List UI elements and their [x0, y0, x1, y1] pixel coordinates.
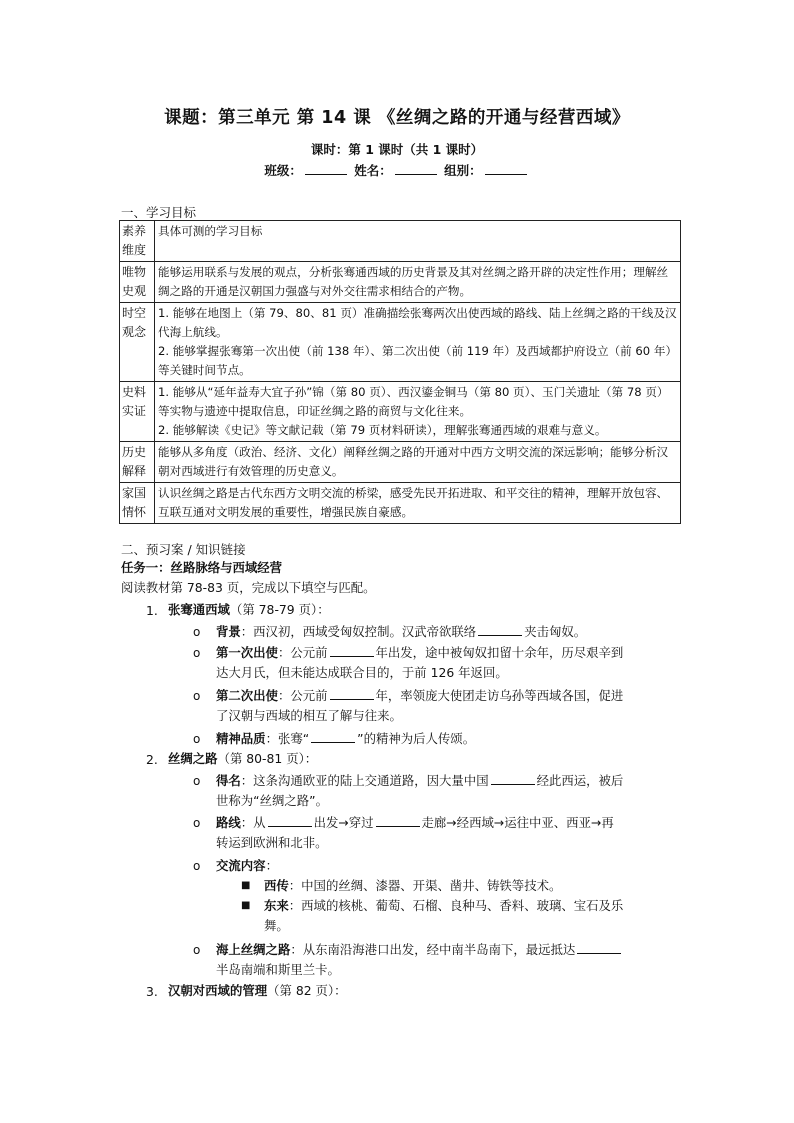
circle-bullet-icon: o [193, 816, 201, 830]
lesson-title: 课题：第三单元 第 14 课 《丝绸之路的开通与经营西域》 [164, 108, 630, 128]
fill-blank[interactable] [491, 772, 535, 785]
goal-cell: 1. 能够在地图上（第 79、80、81 页）准确描绘张骞两次出使西域的路线、陆上丝绸之路的干线及汉代海上航线。 2. 能够掌握张骞第一次出使（前 138 年）、第二次出使（前 119 年）及西域都护府设立（前 60 年）等关键时间节点。 [155, 303, 681, 382]
goal-cell: 能够运用联系与发展的观点，分析张骞通西域的历史背景及其对丝绸之路开辟的决定性作用；理解丝绸之路的开通是汉朝国力强盛与对外交往需求相结合的产物。 [155, 262, 681, 303]
group-label: 组别： [444, 163, 482, 178]
item2-bullet-route: 路线：从 出发→穿过 走廊→经西域→运往中亚、西亚→再 转运到欧洲和北非。 [216, 815, 614, 850]
table-row [120, 483, 681, 524]
class-label: 班级： [264, 163, 302, 178]
dim-cell: 家国 情怀 [120, 483, 155, 524]
fill-blank[interactable] [268, 814, 312, 827]
fill-blank[interactable] [330, 687, 374, 700]
item1-heading: 张骞通西域（第 78-79 页）： [168, 602, 330, 617]
table-row [120, 382, 681, 442]
item1-bullet-spirit: 精神品质：张骞“ ”的精神为后人传颂。 [216, 731, 476, 746]
goal-cell: 认识丝绸之路是古代东西方文明交流的桥梁，感受先民开拓进取、和平交往的精神，理解开放包容、互联互通对文明发展的重要性，增强民族自豪感。 [155, 483, 681, 524]
item3-heading: 汉朝对西域的管理（第 82 页）： [168, 983, 347, 998]
fill-blank[interactable] [330, 644, 374, 657]
goal-cell: 能够从多角度（政治、经济、文化）阐释丝绸之路的开通对中西方文明交流的深远影响；能够分析汉朝对西域进行有效管理的历史意义。 [155, 442, 681, 483]
item2-number: 2. [146, 752, 158, 767]
table-row [120, 442, 681, 483]
square-bullet-icon: ■ [241, 880, 251, 891]
item1-number: 1. [146, 603, 158, 618]
fill-blank[interactable] [311, 730, 355, 743]
dim-cell: 时空 观念 [120, 303, 155, 382]
fill-blank[interactable] [478, 623, 522, 636]
learning-goals-table [119, 220, 681, 524]
circle-bullet-icon: o [193, 732, 201, 746]
student-info-line [0, 161, 794, 179]
item2-bullet-naming: 得名：这条沟通欧亚的陆上交通道路，因大量中国 经此西运，被后 世称为“丝绸之路”。 [216, 773, 624, 808]
fill-blank[interactable] [376, 814, 420, 827]
circle-bullet-icon: o [193, 774, 201, 788]
circle-bullet-icon: o [193, 943, 201, 957]
dim-cell: 唯物 史观 [120, 262, 155, 303]
square-bullet-icon: ■ [241, 900, 251, 911]
circle-bullet-icon: o [193, 646, 201, 660]
item1-bullet-first-mission: 第一次出使：公元前 年出发，途中被匈奴扣留十余年，历尽艰辛到 达大月氏，但未能达成联合目的，于前 126 年返回。 [216, 645, 624, 680]
period-line: 课时：第 1 课时（共 1 课时） [310, 142, 484, 157]
dim-header: 素养 维度 [120, 221, 155, 262]
circle-bullet-icon: o [193, 859, 201, 873]
item3-number: 3. [146, 984, 158, 999]
task1-intro: 阅读教材第 78-83 页，完成以下填空与匹配。 [121, 580, 376, 595]
name-blank[interactable] [395, 163, 437, 175]
fill-blank[interactable] [577, 941, 621, 954]
circle-bullet-icon: o [193, 625, 201, 639]
class-blank[interactable] [305, 163, 347, 175]
circle-bullet-icon: o [193, 689, 201, 703]
item2-bullet-maritime: 海上丝绸之路：从东南沿海港口出发，经中南半岛南下，最远抵达 半岛南端和斯里兰卡。 [216, 940, 686, 980]
section2-heading: 二、预习案 / 知识链接 [121, 542, 246, 557]
dim-cell: 史料 实证 [120, 382, 155, 442]
goal-cell: 1. 能够从“延年益寿大宜子孙”锦（第 80 页）、西汉鎏金铜马（第 80 页）、玉门关遗址（第 78 页）等实物与遗迹中提取信息，印证丝绸之路的商贸与文化往来。 2. 能够解读《史记》等文献记载（第 79 页材料研读），理解张骞通西域的艰难与意义。 [155, 382, 681, 442]
dim-cell: 历史 解释 [120, 442, 155, 483]
item1-bullet-background: 背景：西汉初，西域受匈奴控制。汉武帝欲联络 夹击匈奴。 [216, 624, 587, 639]
table-header-row [120, 221, 681, 262]
exchange-eastward: 东来：西域的核桃、葡萄、石榴、良种马、香料、玻璃、宝石及乐 舞。 [264, 898, 624, 933]
item1-bullet-second-mission: 第二次出使：公元前 年，率领庞大使团走访乌孙等西域各国，促进 了汉朝与西域的相互了解与往来。 [216, 688, 624, 723]
name-label: 姓名： [354, 163, 392, 178]
item2-bullet-exchange: 交流内容： [216, 858, 278, 873]
exchange-westward: 西传：中国的丝绸、漆器、开渠、凿井、铸铁等技术。 [264, 878, 562, 893]
section1-heading: 一、学习目标 [121, 205, 197, 220]
group-blank[interactable] [485, 163, 527, 175]
content-header: 具体可测的学习目标 [155, 221, 681, 262]
task1-heading: 任务一：丝路脉络与西域经营 [121, 560, 283, 575]
table-row [120, 262, 681, 303]
item2-heading: 丝绸之路（第 80-81 页）： [168, 751, 318, 766]
table-row [120, 303, 681, 382]
